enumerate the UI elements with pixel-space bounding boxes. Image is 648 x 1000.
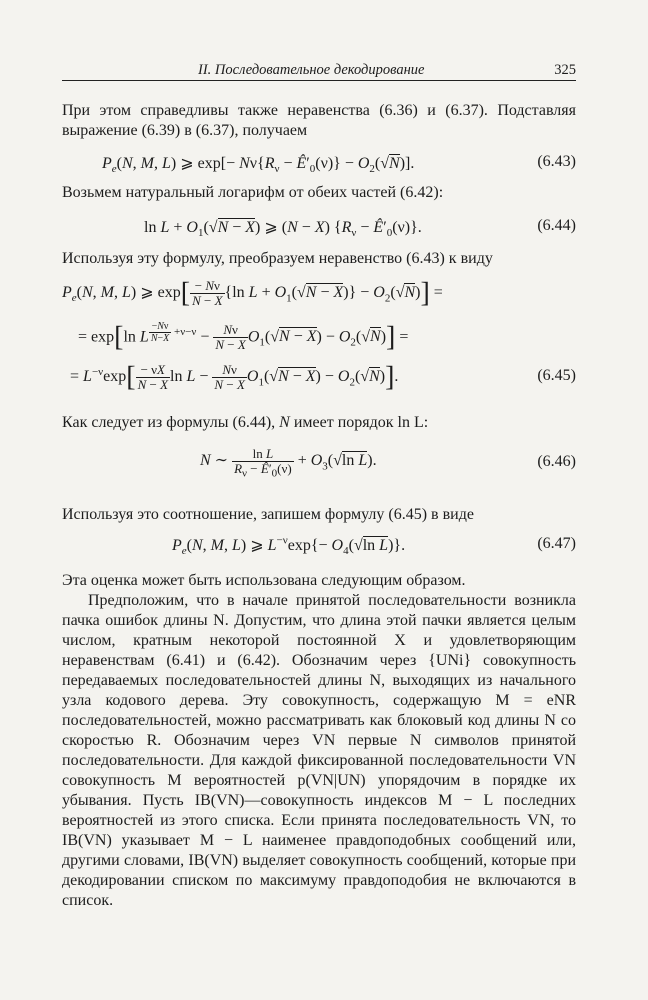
paragraph-4 — [62, 413, 576, 433]
paragraph-2: Возьмем натуральный логарифм от обеих частей (6.42): — [62, 184, 444, 201]
equation-6-46 — [62, 433, 576, 499]
equation-6-44-body: $\ln L + O_1(√N - X)$ ⩾ (N − X) {$R_\nu$ − $Ê'_0(\nu)$}. — [144, 219, 422, 240]
paragraph-4-text: Как следует из формулы (6.44), — [62, 414, 280, 431]
equation-6-45-line-1: $P_e(N$, M, L) ⩾ exp[ $\frac{- N\nu}{N - X}$ {ln $L + O_1(√N - X)\} - O_2(√N)$] = — [62, 277, 443, 309]
equation-6-45-line-3: = $L^{-\nu}\exp$[ $\frac{- \nu X}{N - X}$ ln L − $\frac{N\nu}{N - X}$ $O_1(√N - X) - O_2(√N)$]. — [70, 361, 399, 393]
running-head — [62, 58, 576, 81]
equation-number: (6.43) — [537, 153, 576, 170]
equation-6-44 — [62, 203, 576, 249]
paragraph-1: При этом справедливы также неравенства (6.36) и (6.37). Подставляя выражение (6.39) в (6.37), получаем — [62, 102, 576, 139]
equation-6-43-body: $P_e(N$, M, L) ⩾ $\exp[- N\nu\{R_\nu$ − $Ê'_0(\nu)\} - O_2(√N)$]. — [102, 155, 415, 176]
paragraph-6: Эта оценка может быть использована следующим образом. — [62, 572, 466, 589]
equation-6-45 — [62, 269, 576, 409]
equation-6-47 — [62, 525, 576, 571]
page-number: 325 — [554, 62, 576, 78]
equation-6-43 — [62, 141, 576, 183]
paragraph-3: Используя эту формулу, преобразуем неравенство (6.43) к виду — [62, 250, 493, 267]
chapter-title: II. Последовательное декодирование — [198, 62, 425, 78]
symbol-n: N — [279, 414, 290, 431]
equation-number: (6.47) — [537, 535, 576, 552]
symbol-ln-l: ln L: — [397, 414, 429, 431]
equation-6-47-body: $P_e(N$, M, L) ⩾ $L^{-\nu}\exp\{- O_4(√\ln$ L)}. — [172, 534, 406, 558]
paragraph-7: Предположим, что в начале принятой последовательности возникла пачка ошибок длины N. Допустим, что длина этой пачки является целым числом, кратным некоторой постоянной X и удовлетворяющим неравенствам (6.41) и (6.42). Обозначим через {UNi} совокупность передаваемых последовательностей длины N, выходящих из начального узла кодового дерева. Эту совокупность, содержащую M = eNR последовательностей, можно рассматривать как блоковый код длины N со скоростью R. Обозначим через VN первые N символов принятой последовательности. Для каждой фиксированной последовательности VN совокупность M вероятностей p(VN|UN) упорядочим в порядке их убывания. Пусть IB(VN)—совокупность индексов M − L последних вероятностей из этого списка. Если принята последовательность VN, то IB(VN) указывает M − L наименее правдоподобных сообщений или, другими словами, IB(VN) выделяет совокупность сообщений, которые при декодировании списком по максимуму правдоподобия не включаются в список. — [62, 592, 576, 909]
equation-6-45-line-2: = exp[ln L $^{\frac{-N\nu}{N-X} +\nu-\nu}$ − $\frac{N\nu}{N - X}$ $O_1(√N - X) - O_2(√N)$] = — [78, 321, 409, 353]
paragraph-5: Используя это соотношение, запишем формулу (6.45) в виде — [62, 506, 474, 523]
equation-number: (6.45) — [537, 367, 576, 384]
page — [62, 58, 576, 911]
equation-number: (6.46) — [537, 453, 576, 470]
equation-number: (6.44) — [537, 217, 576, 234]
equation-6-46-body: N ∼ $\frac{\text{ln L}}{R_\nu - Ê'_0(\nu)}$ + $O_3(√\ln$ L). — [200, 446, 377, 480]
paragraph-4-text-2: имеет порядок — [289, 414, 398, 431]
